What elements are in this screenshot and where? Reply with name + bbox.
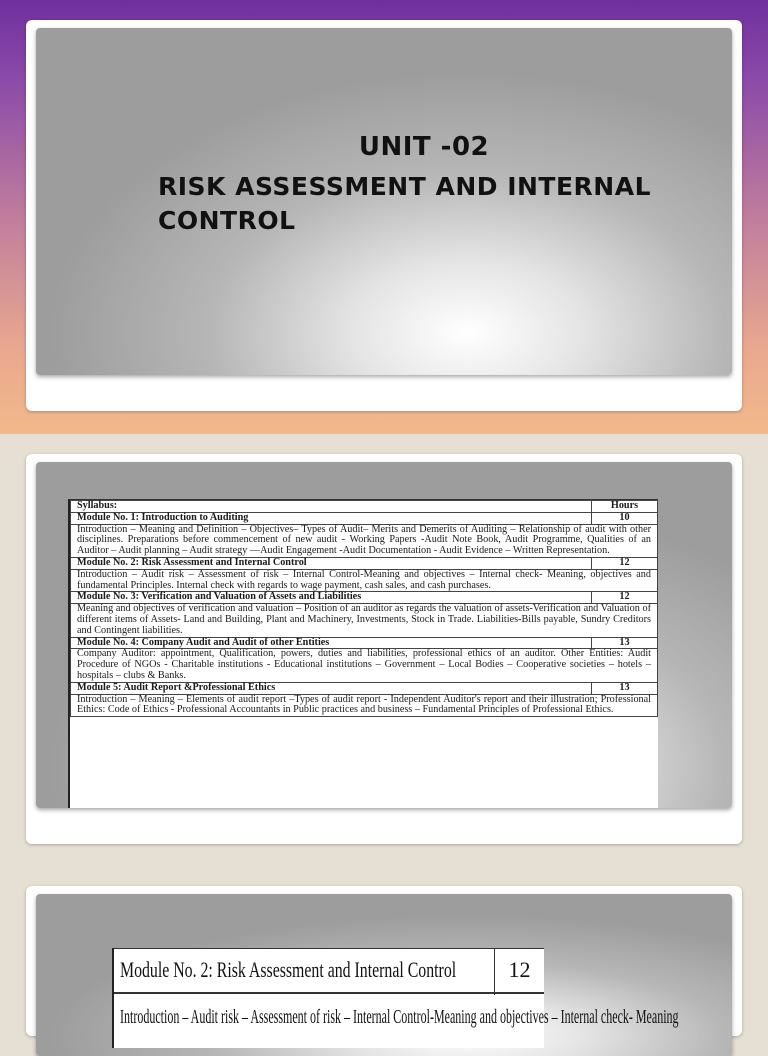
slide-3-thumbnail[interactable] [26, 886, 742, 1036]
module-content-row [71, 569, 658, 592]
module-title-row [71, 637, 658, 649]
module-hours: 13 [592, 637, 658, 649]
module-content: Introduction – Meaning and Definition – Objectives– Types of Audit– Merits and Demerits of Auditing – Relationship of audit with other disciplines. Preparations before commencement of new audit - Working Papers -Audit Note Book, Audit Programme, Qualities of an Auditor – Audit planning – Audit strategy —Audit Engagement -Audit Documentation - Audit Evidence – Written Representation. [71, 524, 658, 557]
module-content: Meaning and objectives of verification and valuation – Position of an auditor as regards the valuation of assets-Verification and Valuation of different items of Assets- Land and Building, Plant and Machinery, Investments, Stock in Trade. Liabilities-Bills payable, Sundry Creditors and Contingent liabilities. [71, 604, 658, 637]
slide-1-thumbnail[interactable] [26, 20, 742, 411]
module-title: Module No. 2: Risk Assessment and Internal Control [71, 557, 592, 569]
zoomed-module-image [112, 948, 679, 1048]
module-hours: 12 [592, 592, 658, 604]
module-hours: 12 [592, 557, 658, 569]
zoomed-module-content: Introduction – Audit risk – Assessment of risk – Internal Control-Meaning and objectives – Internal check- Meaning [120, 1006, 679, 1028]
module-content-row [71, 649, 658, 682]
module-title-row [71, 592, 658, 604]
module-hours: 13 [592, 682, 658, 694]
hours-label: Hours [592, 501, 658, 513]
module-content-row [71, 694, 658, 717]
syllabus-label: Syllabus: [71, 501, 592, 513]
module-title: Module No. 1: Introduction to Auditing [71, 512, 592, 524]
module-content-row [71, 524, 658, 557]
module-title-row [71, 512, 658, 524]
module-content-row [71, 604, 658, 637]
module-title: Module 5: Audit Report &Professional Ethics [71, 682, 592, 694]
module-title-row [71, 557, 658, 569]
zoomed-module-title-row [114, 948, 544, 994]
module-content: Introduction – Audit risk – Assessment of risk – Internal Control-Meaning and objectives – Internal check- Meaning, objectives and fundamental Principles. Internal check with regards to wage payment, cash sales, and cash purchases. [71, 569, 658, 592]
slide-1-canvas [36, 28, 732, 375]
syllabus-table [70, 500, 658, 717]
module-hours: 10 [592, 512, 658, 524]
unit-title: UNIT -02 [358, 132, 490, 162]
module-title: Module No. 4: Company Audit and Audit of other Entities [71, 637, 592, 649]
syllabus-header-row [71, 501, 658, 513]
module-content: Company Auditor: appointment, Qualification, powers, duties and liabilities, professional ethics of an auditor. Other Entities: Audit Procedure of NGOs - Charitable institutions - Educational institutions – Government – Local Bodies – Cooperative societies – hotels – hospitals – clubs & Banks. [71, 649, 658, 682]
module-content: Introduction – Meaning – Elements of audit report –Types of audit report - Independent Auditor's report and their illustration; Professional Ethics: Code of Ethics - Professional Accountants in Public practices and business – Fundamental Principles of Professional Ethics. [71, 694, 658, 717]
zoomed-module-title: Module No. 2: Risk Assessment and Internal Control [120, 957, 457, 982]
zoomed-module-hours: 12 [494, 949, 544, 995]
slide-3-canvas [36, 894, 732, 1056]
slide-2-canvas [36, 462, 732, 808]
module-title: Module No. 3: Verification and Valuation of Assets and Liabilities [71, 592, 592, 604]
slide-2-thumbnail[interactable] [26, 454, 742, 844]
module-title-row [71, 682, 658, 694]
syllabus-table-image [68, 499, 658, 808]
slide-title: RISK ASSESSMENT AND INTERNAL CONTROL [158, 172, 652, 235]
